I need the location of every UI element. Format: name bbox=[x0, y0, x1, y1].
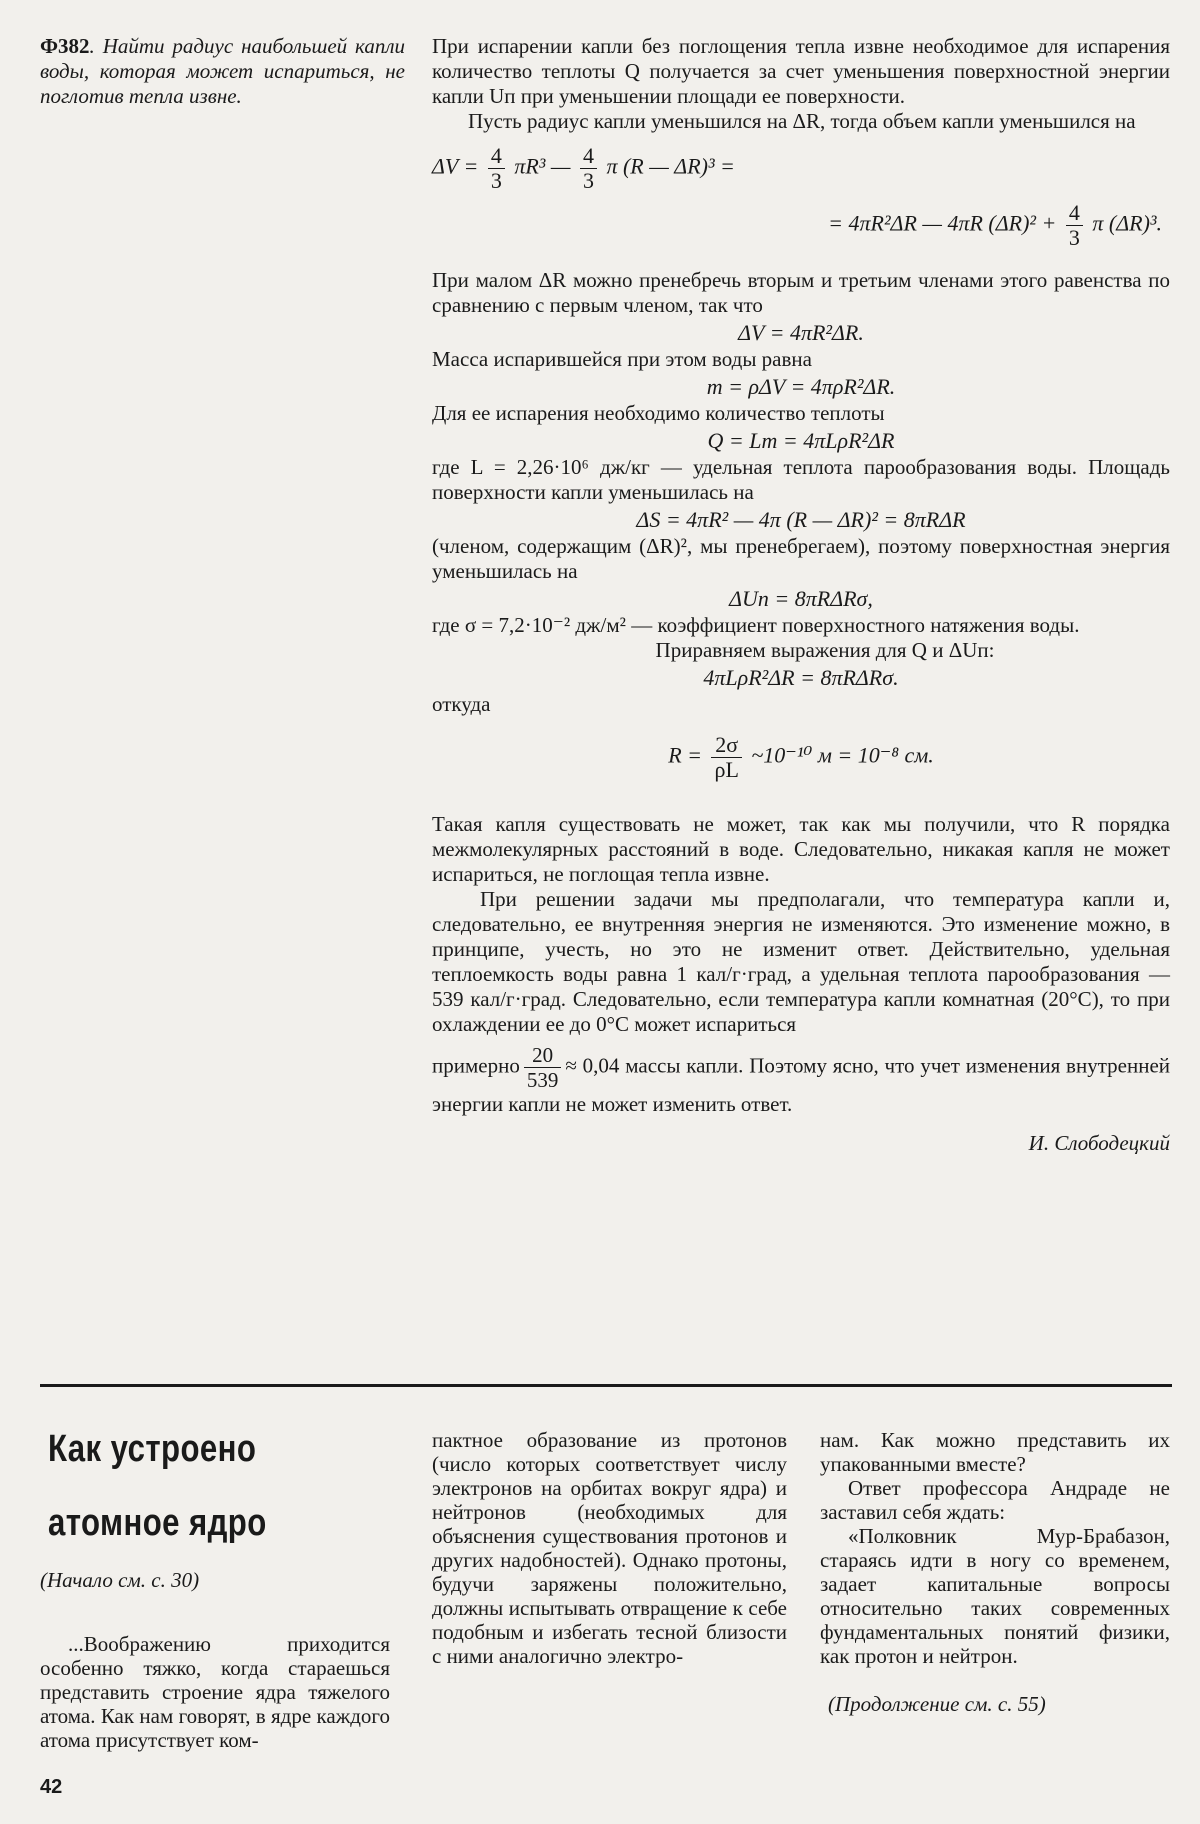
equation-area: ΔS = 4πR² — 4π (R — ΔR)² = 8πRΔR bbox=[636, 507, 966, 532]
problem-text: . Найти радиус наибольшей капли воды, которая может испариться, не поглотив тепла извне. bbox=[40, 34, 405, 108]
solution-paragraph: Такая капля существовать не может, так как мы получили, что R порядка межмолекулярных расстояний в воде. Следовательно, никакая капля не может испариться, не поглощая тепла извне. bbox=[432, 812, 1170, 886]
solution-paragraph: При малом ΔR можно пренебречь вторым и третьим членами этого равенства по сравнению с первым членом, так что bbox=[432, 268, 1170, 317]
equation-heat: Q = Lm = 4πLρR²ΔR bbox=[707, 428, 895, 453]
solution-paragraph: Для ее испарения необходимо количество теплоты bbox=[432, 401, 885, 425]
fraction: $\frac{2\sigma}{\rho L}$ bbox=[711, 733, 741, 782]
article-column-3: нам. Как можно представить их упакованными вместе? Ответ профессора Андраде не заставил себя ждать: «Полковник Мур-Брабазон, стараясь идти в ногу со временем, задает капитальные вопросы относительно таких современных фундаментальных понятий физики, как протон и нейтрон. (Продолжение см. с. 55) bbox=[820, 1428, 1170, 1716]
section-divider bbox=[40, 1384, 1172, 1387]
problem-number: Ф382 bbox=[40, 34, 90, 58]
fraction: $\frac{4}{3}$ bbox=[488, 144, 505, 193]
continuation-note: (Продолжение см. с. 55) bbox=[828, 1692, 1046, 1716]
equation-surface-energy: ΔUп = 8πRΔRσ, bbox=[729, 586, 873, 611]
solution-paragraph: где σ = 7,2·10⁻² дж/м² — коэффициент поверхностного натяжения воды. bbox=[432, 613, 1080, 637]
solution-paragraph: откуда bbox=[432, 692, 491, 716]
problem-statement bbox=[40, 34, 405, 109]
solution-paragraph: При испарении капли без поглощения тепла извне необходимое для испарения количество теплоты Q получается за счет уменьшения поверхностной энергии капли Uп при уменьшении площади ее поверхности. bbox=[432, 34, 1170, 108]
article-title: Как устроено атомное ядро bbox=[48, 1428, 267, 1544]
equation-mass: m = ρΔV = 4πρR²ΔR. bbox=[706, 374, 896, 399]
article-subtitle: (Начало см. с. 30) bbox=[40, 1568, 200, 1592]
article-column-2: пактное образование из протонов (число которых соответствует числу электронов на орбитах вокруг ядра) и нейтронов (необходимых для объяснения существования протонов и других надобностей). Однако протоны, будучи заряжены положительно, должны испытывать отвращение к себе подобным и избегать тесной близости с ними аналогично электро- bbox=[432, 1428, 787, 1668]
solution-paragraph: Приравняем выражения для Q и ΔUп: bbox=[655, 638, 995, 662]
fraction: $\frac{4}{3}$ bbox=[580, 144, 597, 193]
solution-paragraph: При решении задачи мы предполагали, что температура капли и, следовательно, ее внутренняя энергия не изменяются. Это изменение можно, в принципе, учесть, но это не изменит ответ. Действительно, удельная теплоемкость воды равна 1 кал/г·град, а удельная теплота парообразования — 539 кал/г·град. Следовательно, если температура капли комнатная (20°С), то при охлаждении ее до 0°С может испариться bbox=[432, 887, 1170, 1036]
solution-paragraph: где L = 2,26·10⁶ дж/кг — удельная теплота парообразования воды. Площадь поверхности капли уменьшилась на bbox=[432, 455, 1170, 504]
solution-paragraph: Пусть радиус капли уменьшился на ΔR, тогда объем капли уменьшился на bbox=[468, 109, 1136, 133]
equation-volume-2: = 4πR²ΔR — 4πR (ΔR)² + $\frac{4}{3}$ π (ΔR)³. bbox=[828, 200, 1162, 250]
fraction: $\frac{4}{3}$ bbox=[1066, 201, 1083, 250]
equation-balance: 4πLρR²ΔR = 8πRΔRσ. bbox=[703, 665, 899, 690]
equation-radius: R = $\frac{2\sigma}{\rho L}$ ~10⁻¹⁰ м = 10⁻⁸ см. bbox=[668, 732, 934, 782]
solution bbox=[432, 34, 1170, 1156]
solution-paragraph: Масса испарившейся при этом воды равна bbox=[432, 347, 812, 371]
equation-volume-approx: ΔV = 4πR²ΔR. bbox=[738, 320, 864, 345]
author-signature: И. Слободецкий bbox=[1028, 1131, 1170, 1155]
solution-paragraph: (членом, содержащим (ΔR)², мы пренебрегаем), поэтому поверхностная энергия уменьшилась на bbox=[432, 534, 1170, 583]
solution-paragraph: примерно $\frac{20}{539}$ ≈ 0,04 массы капли. Поэтому ясно, что учет изменения внутренней энергии капли не может изменить ответ. bbox=[432, 1043, 1170, 1116]
article-column-1: ...Воображению приходится особенно тяжко, когда стараешься представить строение ядра тяжелого атома. Как нам говорят, в ядре каждого атома присутствует ком- bbox=[40, 1632, 390, 1752]
equation-volume-1: ΔV = $\frac{4}{3}$ πR³ — $\frac{4}{3}$ π (R — ΔR)³ = bbox=[432, 143, 735, 193]
page-number: 42 bbox=[40, 1776, 63, 1798]
fraction: $\frac{20}{539}$ bbox=[524, 1043, 562, 1092]
